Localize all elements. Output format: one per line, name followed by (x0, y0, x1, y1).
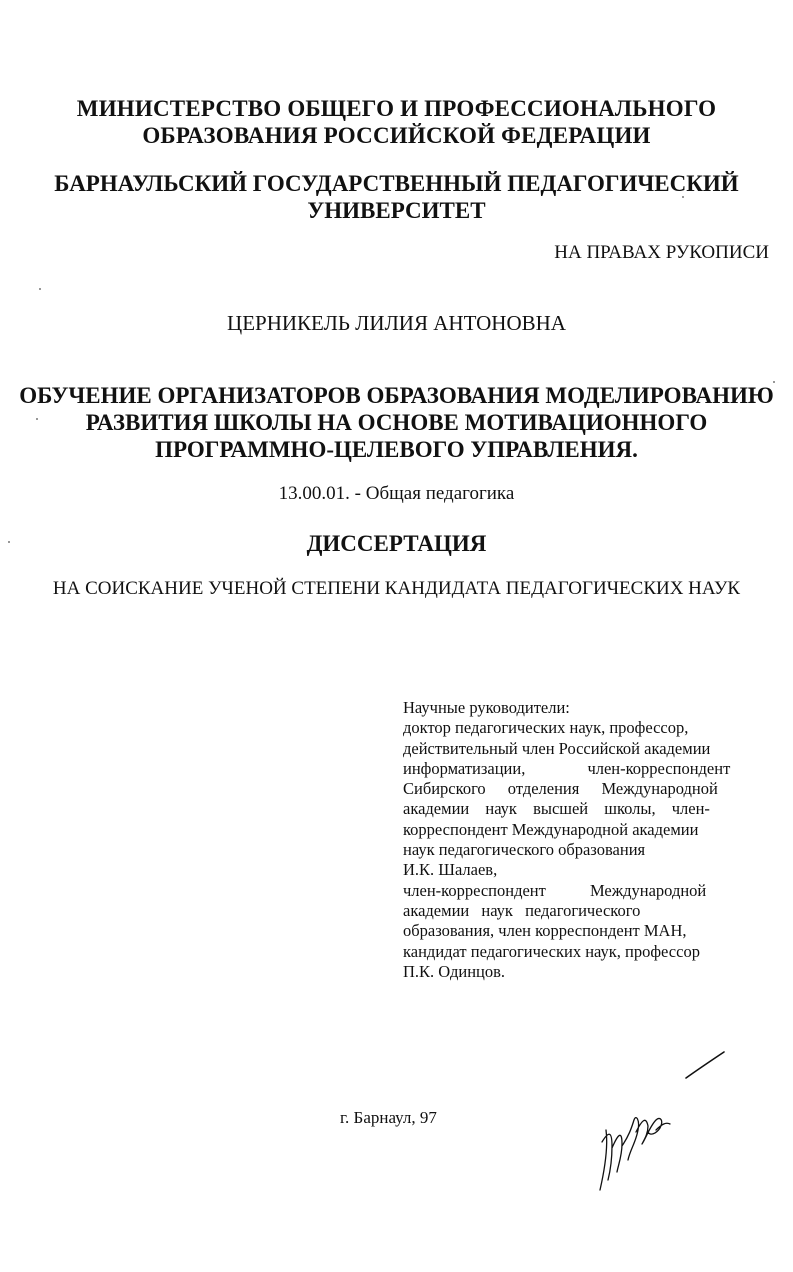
supervisor-name-2: П.К. Одинцов. (403, 961, 506, 981)
supervisor-line: кандидат педагогических наук, профессор (403, 941, 700, 961)
specialty-code: 13.00.01. - Общая педагогика (278, 483, 515, 504)
supervisor-line: доктор педагогических наук, профессор, (403, 718, 689, 738)
supervisor-line: академии наук высшей школы, член- (403, 799, 710, 819)
dissertation-title (10, 382, 783, 463)
title-line-2: РАЗВИТИЯ ШКОЛЫ НА ОСНОВЕ МОТИВАЦИОННОГО (85, 410, 708, 435)
ministry-line-2: ОБРАЗОВАНИЯ РОССИЙСКОЙ ФЕДЕРАЦИИ (142, 123, 651, 148)
title-line-3: ПРОГРАММНО-ЦЕЛЕВОГО УПРАВЛЕНИЯ. (155, 437, 638, 462)
supervisor-line: действительный член Российской академии (403, 738, 711, 758)
supervisor-line: член-корреспондент Международной (403, 880, 707, 900)
university-heading (0, 170, 793, 224)
title-line-1: ОБУЧЕНИЕ ОРГАНИЗАТОРОВ ОБРАЗОВАНИЯ МОДЕЛИРОВАНИЮ (19, 383, 774, 408)
signature-stroke (686, 1052, 724, 1078)
handwritten-signature (590, 1050, 730, 1200)
degree-statement: НА СОИСКАНИЕ УЧЕНОЙ СТЕПЕНИ КАНДИДАТА ПЕДАГОГИЧЕСКИХ НАУК (52, 578, 741, 599)
supervisor-line: корреспондент Международной академии (403, 819, 699, 839)
supervisors-block (403, 698, 769, 982)
scan-speck (39, 288, 41, 290)
city-year: г. Барнаул, 97 (340, 1108, 437, 1127)
ministry-heading (0, 95, 793, 149)
signature-stroke (600, 1118, 670, 1190)
supervisor-line: образования, член корреспондент МАН, (403, 921, 687, 941)
university-line-1: БАРНАУЛЬСКИЙ ГОСУДАРСТВЕННЫЙ ПЕДАГОГИЧЕСКИЙ (54, 171, 739, 196)
supervisor-line: информатизации, член-корреспондент (403, 758, 731, 778)
ministry-line-1: МИНИСТЕРСТВО ОБЩЕГО И ПРОФЕССИОНАЛЬНОГО (76, 96, 717, 121)
supervisors-heading: Научные руководители: (403, 698, 570, 717)
supervisor-line: академии наук педагогического (403, 900, 641, 920)
manuscript-note: НА ПРАВАХ РУКОПИСИ (554, 242, 769, 263)
scan-speck (773, 381, 775, 383)
supervisor-line: наук педагогического образования (403, 840, 646, 860)
author-name: ЦЕРНИКЕЛЬ ЛИЛИЯ АНТОНОВНА (227, 311, 566, 335)
document-type: ДИССЕРТАЦИЯ (306, 531, 487, 556)
supervisor-name-1: И.К. Шалаев, (403, 860, 498, 880)
supervisor-line: Сибирского отделения Международной (403, 779, 718, 799)
scan-speck (8, 541, 10, 543)
scan-speck (682, 196, 684, 198)
scan-speck (36, 418, 38, 420)
university-line-2: УНИВЕРСИТЕТ (307, 198, 486, 223)
